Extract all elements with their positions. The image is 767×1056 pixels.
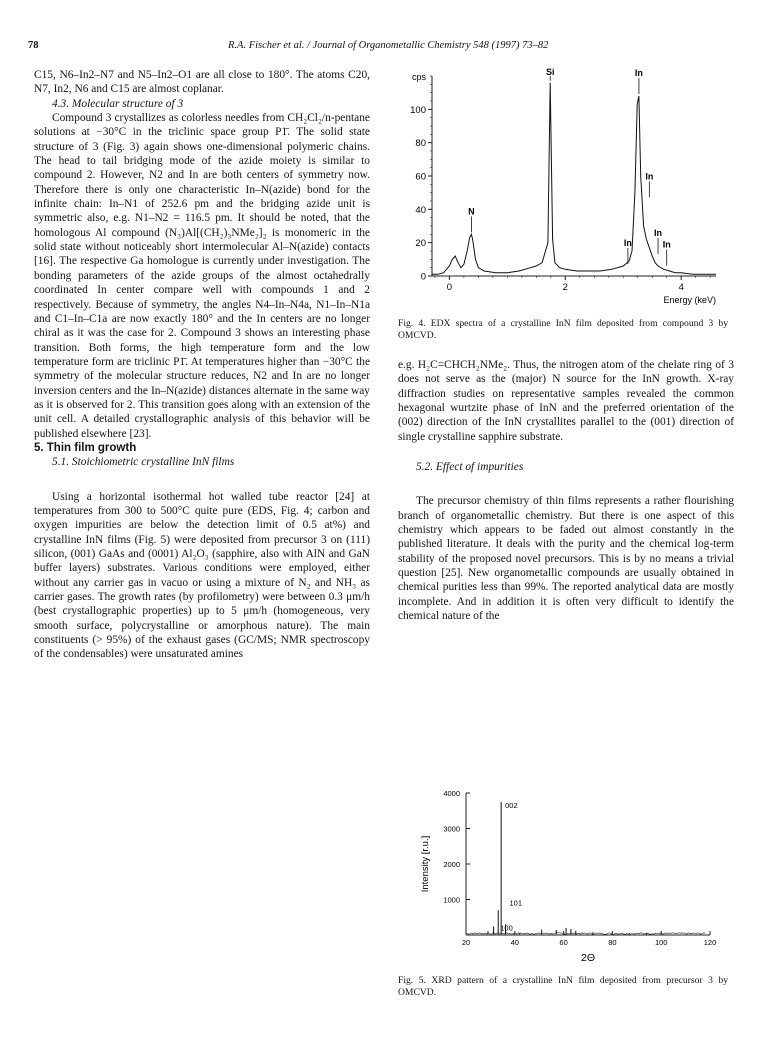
x-tick-label: 60	[559, 938, 568, 947]
figure-5-xrd-pattern	[398, 785, 728, 975]
figure-5-caption: Fig. 5. XRD pattern of a crystalline InN film deposited from precursor 3 by OMCVD.	[398, 975, 728, 998]
peak-label: N	[468, 206, 475, 217]
x-axis-label: 2Θ	[580, 952, 596, 964]
peak-label: In	[645, 171, 654, 182]
y-axis-label: cps	[411, 72, 426, 82]
y-tick-label: 2000	[443, 860, 460, 869]
spectrum-line	[432, 83, 716, 275]
paragraph-continued: e.g. H₂C=CHCH₂NMe₂. Thus, the nitrogen atom of the chelate ring of 3 does not serve as the (major) N source for the InN growth. X-ray diffraction studies on representative samples revealed the common hexagonal wurtzite phase of InN and the preferred orientation of the (002) direction of the InN crystallites parallel to the (001) direction of single crystalline sapphire substrate.	[398, 359, 734, 443]
y-tick-label: 40	[415, 204, 426, 216]
x-tick-label: 40	[510, 938, 519, 947]
paragraph-4-3: Compound 3 crystallizes as colorless needles from CH₂Cl₂/n-pentane solutions at −30°C in the triclinic space group P1̄. The solid state structure of 3 (Fig. 3) again shows one-dimensional polymeric chains. The head to tail bridging mode of the azide moiety is similar to compound 2. However, N2 and In are both centers of symmetry now. Therefore there is only one characteristic In–N(azide) bond for the infinite chain: In–N1 of 252.6 pm and the bridging azide unit is symmetric also, e.g. N1–N2 = 116.5 pm. It should be noted, that the homologous Al compound (N₃)Al[(CH₂)₃NMe₂]₂ is monomeric in the solid state without noticeably short intermolecular Al–N(azide) contacts [16]. The respective Ga homologue is currently under investigation. The bonding parameters of the azide groups of the almost octahedrally coordinated In center compare well with compounds 1 and 2 respectively. Because of symmetry, the angles N4–In–N4a, N1–In–N1a and C1–In–C1a are now exactly 180° and the In centers are no longer chiral as it was the case for 2. Compound 3 shows an interesting phase transition. Both forms, the high temperature form and the low temperature form are triclinic P1̄. At temperatures higher than −30°C the symmetry of the molecular structure reduces, N2 and In are no longer inversion centers and the In–N(azide) distances alternate in the same way as it is observed for 2. This transition goes along with an extension of the unit cell. A detailed crystallographic analysis of this behavior will be published elsewhere [23].	[34, 112, 370, 440]
peak-label: Si	[545, 67, 555, 77]
y-tick-label: 3000	[443, 824, 460, 834]
section-4-3-title: 4.3. Molecular structure of 3	[52, 97, 184, 110]
x-tick-label: 80	[608, 938, 617, 947]
y-tick-label: 20	[415, 238, 426, 250]
x-axis-label: Energy (keV)	[663, 295, 716, 305]
peak-label: In	[623, 238, 632, 248]
xrd-peak-label: 101	[509, 898, 523, 908]
y-tick-label: 60	[415, 171, 426, 183]
section-5-title: 5. Thin film growth	[34, 441, 137, 454]
page-header	[28, 40, 748, 56]
x-tick-label: 20	[461, 938, 471, 947]
right-column-text-top	[398, 358, 734, 624]
y-axis-label: Intensity [r.u.]	[420, 835, 431, 893]
left-column	[34, 68, 370, 662]
x-tick-label: 100	[654, 938, 668, 947]
y-tick-label: 0	[420, 271, 426, 283]
peak-label: In	[654, 228, 663, 238]
section-5-2-title: 5.2. Effect of impurities	[416, 461, 524, 474]
xrd-peak-label: 100	[500, 923, 513, 933]
x-tick-label: 120	[703, 938, 717, 947]
paragraph-5-1: Using a horizontal isothermal hot walled tube reactor [24] at temperatures from 300 to 500°C quite pure (EDS, Fig. 4; carbon and oxygen impurities are below the detection limit of 0.5 at%) and crystalline InN films (Fig. 5) were deposited from precursor 3 on (111) silicon, (001) GaAs and (0001) Al₂O₃ (sapphire, also with AlN and GaN buffer layers) substrates. Various conditions were employed, either without any carrier gas in vacuo or using a mixture of N₂ and NH₃ as carrier gases. The growth rates (by profilometry) were between 0.3 μm/h (best crystallographic properties) up to 5 μm/h (homogeneous, very smooth surface, polycrystalline or amorphous nature). The main constituents (> 95%) of the exhaust gases (GC/MS; NMR spectroscopy of the condensables) were unsaturated amines	[34, 490, 370, 661]
figure-4-edx-spectrum	[398, 66, 728, 316]
peak-label: In	[634, 68, 643, 78]
x-tick-label: 2	[562, 282, 568, 293]
running-title: R.A. Fischer et al. / Journal of Organometallic Chemistry 548 (1997) 73–82	[228, 40, 549, 51]
xrd-baseline	[466, 933, 705, 935]
y-tick-label: 80	[415, 138, 426, 150]
peak-label: In	[662, 239, 671, 250]
page-number: 78	[28, 40, 39, 51]
intro-paragraph: C15, N6–In2–N7 and N5–In2–O1 are all close to 180°. The atoms C20, N7, In2, N6 and C15 are almost coplanar.	[34, 69, 370, 96]
x-tick-label: 4	[678, 282, 684, 293]
x-tick-label: 0	[446, 282, 453, 293]
section-5-1-title: 5.1. Stoichiometric crystalline InN films	[52, 456, 235, 469]
figure-4-caption: Fig. 4. EDX spectra of a crystalline InN film deposited from compound 3 by OMCVD.	[398, 318, 728, 341]
paragraph-5-2: The precursor chemistry of thin films represents a rather flourishing branch of organometallic chemistry. But there is one aspect of this chemistry which appears to be faded out almost constantly in the published literature. It deals with the purity and the chemical log-term stability of the proposed novel precursors. This is by no means a trivial question [25]. New organometallic compounds are usually obtained in chemical purities less than 99%. The reported analytical data are mostly incomplete. And in addition it is often very difficult to identify the chemical nature of the	[398, 495, 734, 623]
y-tick-label: 1000	[443, 895, 460, 905]
y-tick-label: 100	[410, 104, 426, 116]
y-tick-label: 4000	[443, 789, 460, 798]
xrd-peak-label: 002	[505, 800, 518, 810]
